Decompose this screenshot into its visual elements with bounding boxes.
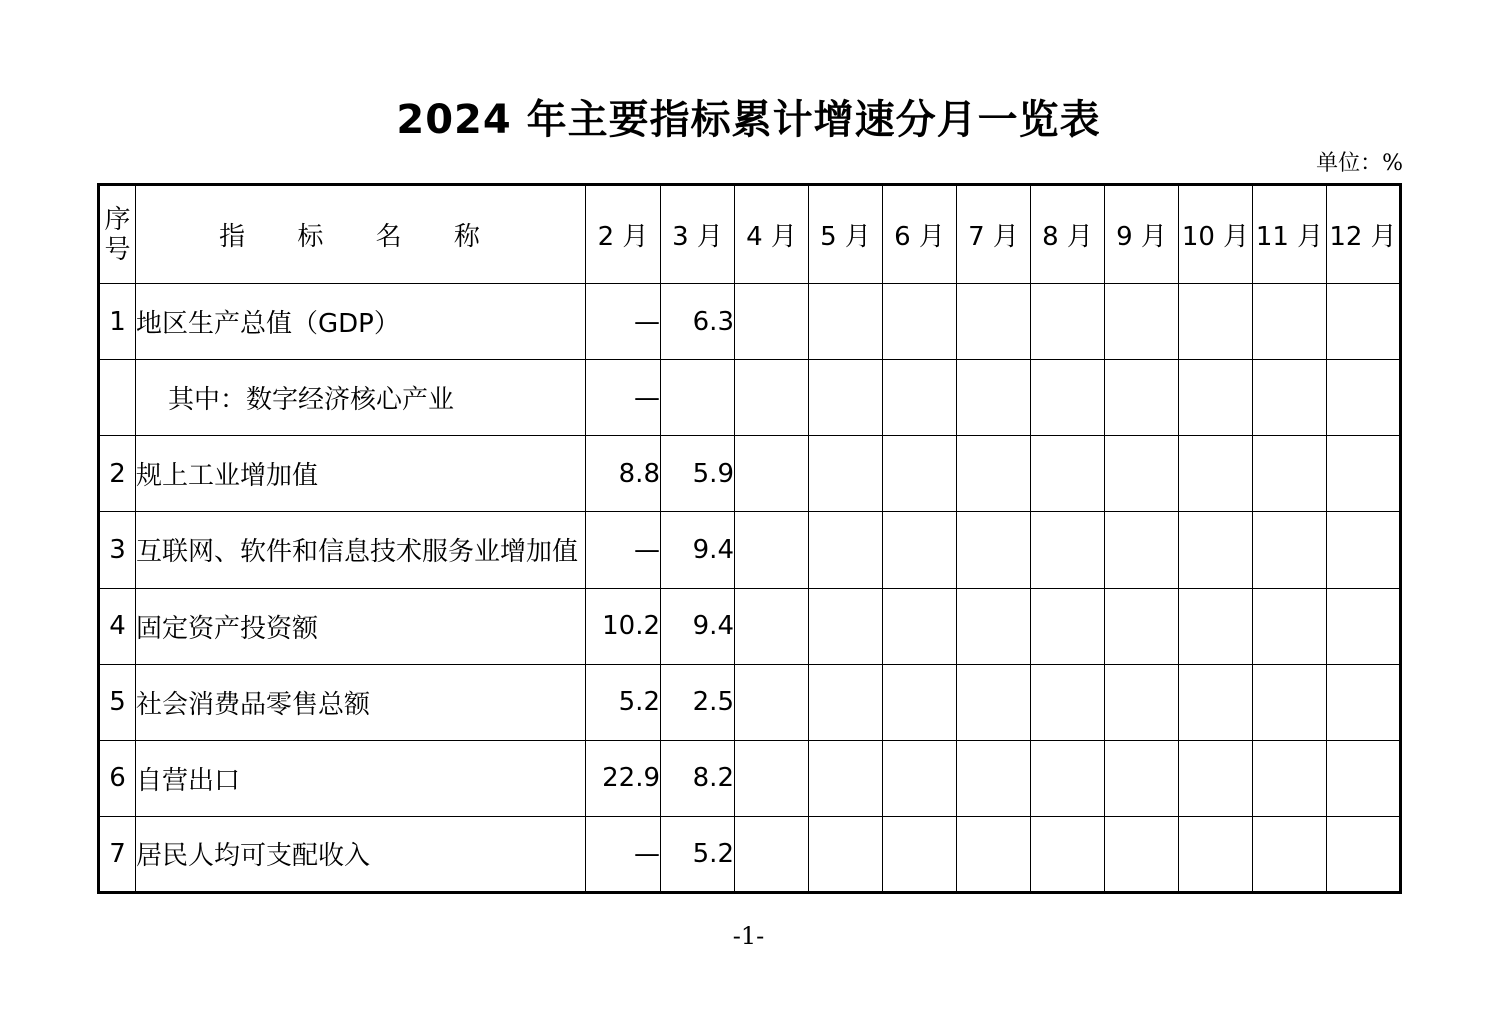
row-value-feb: — <box>586 360 661 436</box>
row-value-mar: 8.2 <box>661 740 735 816</box>
row-value-aug <box>1031 740 1105 816</box>
row-value-dec <box>1327 436 1401 512</box>
header-month-nov: 11 月 <box>1253 185 1327 284</box>
row-value-mar <box>661 360 735 436</box>
row-seq: 2 <box>99 436 136 512</box>
row-value-apr <box>735 816 809 892</box>
row-value-oct <box>1179 664 1253 740</box>
row-seq: 1 <box>99 284 136 360</box>
row-value-aug <box>1031 436 1105 512</box>
row-value-feb: 8.8 <box>586 436 661 512</box>
row-value-apr <box>735 284 809 360</box>
row-value-feb: 10.2 <box>586 588 661 664</box>
row-value-jul <box>957 664 1031 740</box>
row-value-dec <box>1327 740 1401 816</box>
row-seq: 6 <box>99 740 136 816</box>
row-value-dec <box>1327 816 1401 892</box>
row-value-sep <box>1105 360 1179 436</box>
row-value-jul <box>957 512 1031 588</box>
table-header-row <box>99 185 1401 284</box>
row-value-nov <box>1253 816 1327 892</box>
row-value-dec <box>1327 360 1401 436</box>
row-value-jul <box>957 740 1031 816</box>
row-value-aug <box>1031 588 1105 664</box>
row-value-aug <box>1031 816 1105 892</box>
row-value-oct <box>1179 588 1253 664</box>
row-value-oct <box>1179 360 1253 436</box>
row-seq: 3 <box>99 512 136 588</box>
row-value-jun <box>883 664 957 740</box>
row-value-apr <box>735 588 809 664</box>
row-seq: 7 <box>99 816 136 892</box>
row-indicator-name: 规上工业增加值 <box>136 436 586 512</box>
row-value-may <box>809 740 883 816</box>
row-value-feb: 5.2 <box>586 664 661 740</box>
row-value-may <box>809 664 883 740</box>
row-value-nov <box>1253 740 1327 816</box>
row-value-oct <box>1179 740 1253 816</box>
row-seq: 4 <box>99 588 136 664</box>
row-value-aug <box>1031 512 1105 588</box>
row-value-feb: 22.9 <box>586 740 661 816</box>
row-value-feb: — <box>586 284 661 360</box>
row-value-oct <box>1179 284 1253 360</box>
row-value-sep <box>1105 284 1179 360</box>
row-value-may <box>809 360 883 436</box>
row-value-nov <box>1253 436 1327 512</box>
header-indicator-name-text: 指 标 名 称 <box>219 222 502 252</box>
row-value-sep <box>1105 588 1179 664</box>
row-value-nov <box>1253 512 1327 588</box>
row-value-sep <box>1105 816 1179 892</box>
row-value-oct <box>1179 512 1253 588</box>
row-value-may <box>809 284 883 360</box>
table-row <box>99 588 1401 664</box>
row-seq: 5 <box>99 664 136 740</box>
header-month-oct: 10 月 <box>1179 185 1253 284</box>
row-value-oct <box>1179 436 1253 512</box>
row-value-aug <box>1031 284 1105 360</box>
page-title: 2024 年主要指标累计增速分月一览表 <box>396 97 1101 143</box>
header-month-may: 5 月 <box>809 185 883 284</box>
row-value-dec <box>1327 664 1401 740</box>
row-value-may <box>809 512 883 588</box>
table-row <box>99 360 1401 436</box>
header-month-apr: 4 月 <box>735 185 809 284</box>
unit-label: 单位：% <box>1316 151 1403 176</box>
row-value-nov <box>1253 588 1327 664</box>
table-row <box>99 512 1401 588</box>
row-value-jul <box>957 360 1031 436</box>
row-value-jul <box>957 588 1031 664</box>
row-value-jun <box>883 360 957 436</box>
row-value-apr <box>735 664 809 740</box>
row-value-dec <box>1327 588 1401 664</box>
row-value-oct <box>1179 816 1253 892</box>
row-value-dec <box>1327 284 1401 360</box>
header-month-jul: 7 月 <box>957 185 1031 284</box>
row-value-jun <box>883 816 957 892</box>
table-row <box>99 816 1401 892</box>
header-seq <box>99 185 136 284</box>
header-month-feb: 2 月 <box>586 185 661 284</box>
row-value-jun <box>883 512 957 588</box>
row-value-jun <box>883 588 957 664</box>
header-month-sep: 9 月 <box>1105 185 1179 284</box>
row-value-apr <box>735 512 809 588</box>
table-body <box>99 284 1401 893</box>
row-value-nov <box>1253 360 1327 436</box>
row-value-jul <box>957 284 1031 360</box>
row-value-dec <box>1327 512 1401 588</box>
row-value-feb: — <box>586 816 661 892</box>
row-value-mar: 5.9 <box>661 436 735 512</box>
row-indicator-name: 社会消费品零售总额 <box>136 664 586 740</box>
row-seq <box>99 360 136 436</box>
row-indicator-name: 固定资产投资额 <box>136 588 586 664</box>
row-indicator-name: 居民人均可支配收入 <box>136 816 586 892</box>
table-row <box>99 284 1401 360</box>
row-value-apr <box>735 740 809 816</box>
row-value-apr <box>735 436 809 512</box>
header-month-aug: 8 月 <box>1031 185 1105 284</box>
row-value-mar: 9.4 <box>661 588 735 664</box>
header-month-jun: 6 月 <box>883 185 957 284</box>
row-value-mar: 6.3 <box>661 284 735 360</box>
row-indicator-name: 其中：数字经济核心产业 <box>136 360 586 436</box>
table-row <box>99 740 1401 816</box>
row-value-mar: 2.5 <box>661 664 735 740</box>
indicator-table <box>97 183 1402 894</box>
row-value-nov <box>1253 284 1327 360</box>
table-row <box>99 664 1401 740</box>
row-value-may <box>809 816 883 892</box>
row-value-jun <box>883 436 957 512</box>
header-month-mar: 3 月 <box>661 185 735 284</box>
row-value-may <box>809 588 883 664</box>
row-value-mar: 9.4 <box>661 512 735 588</box>
row-value-sep <box>1105 740 1179 816</box>
row-value-sep <box>1105 512 1179 588</box>
header-seq-text: 序号 <box>104 204 131 265</box>
row-value-may <box>809 436 883 512</box>
row-indicator-name: 互联网、软件和信息技术服务业增加值 <box>136 512 586 588</box>
row-value-jun <box>883 284 957 360</box>
header-month-dec: 12 月 <box>1327 185 1401 284</box>
row-value-feb: — <box>586 512 661 588</box>
header-indicator-name <box>136 185 586 284</box>
row-indicator-name: 地区生产总值（GDP） <box>136 284 586 360</box>
row-value-aug <box>1031 360 1105 436</box>
row-value-sep <box>1105 664 1179 740</box>
row-value-apr <box>735 360 809 436</box>
table-row <box>99 436 1401 512</box>
row-value-nov <box>1253 664 1327 740</box>
row-value-mar: 5.2 <box>661 816 735 892</box>
page-number: -1- <box>732 922 765 950</box>
row-value-jul <box>957 816 1031 892</box>
row-value-jul <box>957 436 1031 512</box>
row-value-jun <box>883 740 957 816</box>
row-indicator-name: 自营出口 <box>136 740 586 816</box>
row-value-aug <box>1031 664 1105 740</box>
row-value-sep <box>1105 436 1179 512</box>
